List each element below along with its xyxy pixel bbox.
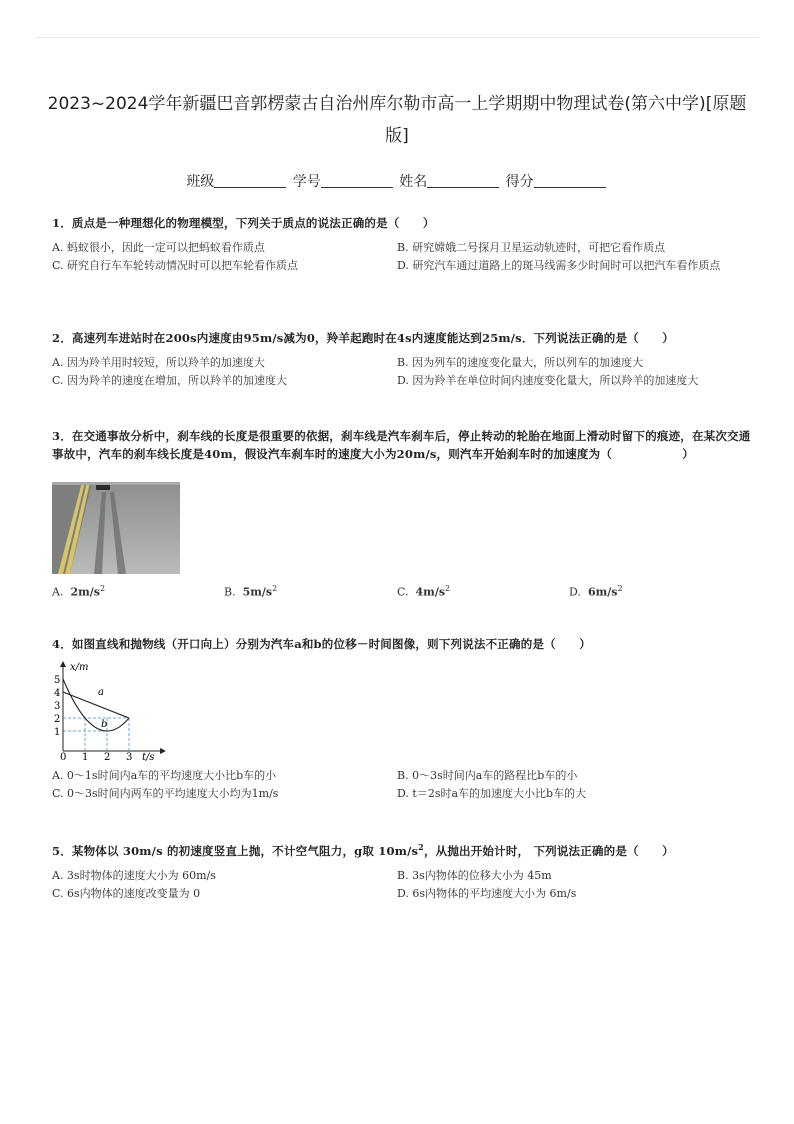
option-d: D. $6m/s^2$ xyxy=(569,584,623,599)
question-2 xyxy=(52,329,754,394)
options xyxy=(52,354,754,394)
y-tick: 3 xyxy=(54,701,61,712)
option-d: D. t＝2s时a车的加速度大小比b车的大 xyxy=(397,787,587,800)
options xyxy=(52,767,752,807)
option-c: C. $4m/s^2$ xyxy=(397,584,451,599)
question-stem: 3．在交通事故分析中，刹车线的长度是很重要的依据，刹车线是汽车刹车后，停止转动的轮胎在地面上滑动时留下的痕迹，在某次交通事故中，汽车的刹车线长度是40m，假设汽车刹车时的速度大小为20m/s，则汽车开始刹车时的加速度为（ ） xyxy=(52,429,751,461)
x-tick: 3 xyxy=(126,752,133,761)
option-a: A. 0～1s时间内a车的平均速度大小比b车的小 xyxy=(52,769,277,782)
y-tick: 4 xyxy=(54,688,61,699)
id-blank xyxy=(321,187,393,188)
option-b: B. 3s内物体的位移大小为 45m xyxy=(397,868,552,882)
option-b: B. 0～3s时间内a车的路程比b车的小 xyxy=(397,769,578,782)
class-label: 班级 xyxy=(186,174,215,190)
option-c: C. 6s内物体的速度改变量为 0 xyxy=(52,886,201,900)
option-d: D. 6s内物体的平均速度大小为 6m/s xyxy=(397,886,577,900)
option-b: B. $5m/s^2$ xyxy=(224,584,278,599)
label-a: a xyxy=(98,687,104,698)
options xyxy=(52,867,754,907)
option-a: A. $2m/s^2$ xyxy=(52,584,106,599)
class-blank xyxy=(214,187,286,188)
question-stem: 1．质点是一种理想化的物理模型，下列关于质点的说法正确的是（ ） xyxy=(52,216,435,230)
line-a xyxy=(63,692,129,718)
label-b: b xyxy=(101,719,108,730)
y-tick: 2 xyxy=(54,714,61,725)
score-blank xyxy=(534,187,606,188)
question-3 xyxy=(52,428,754,599)
option-a: A. 因为羚羊用时较短，所以羚羊的加速度大 xyxy=(52,356,265,369)
options xyxy=(52,239,754,295)
option-c: C. 研究自行车车轮转动情况时可以把车轮看作质点 xyxy=(52,259,299,272)
option-b: B. 因为列车的速度变化量大，所以列车的加速度大 xyxy=(397,356,644,369)
y-axis-arrow xyxy=(60,661,66,667)
score-label: 得分 xyxy=(505,174,534,190)
x-tick: 2 xyxy=(104,752,111,761)
y-tick: 5 xyxy=(54,675,61,686)
question-4 xyxy=(52,635,754,800)
x-tick: 0 xyxy=(60,752,67,761)
name-blank xyxy=(427,187,499,188)
question-stem: 2．高速列车进站时在200s内速度由95m/s减为0，羚羊起跑时在4s内速度能达到25m/s．下列说法正确的是（ ） xyxy=(52,331,674,345)
option-c: C. 0～3s时间内两车的平均速度大小均为1m/s xyxy=(52,787,279,800)
id-label: 学号 xyxy=(292,174,321,190)
page-title: 2023~2024学年新疆巴音郭楞蒙古自治州库尔勒市高一上学期期中物理试卷(第六中学)[原题版] xyxy=(47,94,747,146)
xt-graph xyxy=(52,657,172,765)
option-d: D. 因为羚羊在单位时间内速度变化量大，所以羚羊的加速度大 xyxy=(397,374,699,387)
student-info-line xyxy=(0,171,794,191)
option-a: A. 3s时物体的速度大小为 60m/s xyxy=(52,868,216,882)
header-rule xyxy=(36,37,758,38)
brake-marks-photo xyxy=(52,482,180,574)
question-1 xyxy=(52,214,754,295)
x-tick: 1 xyxy=(82,752,89,761)
options xyxy=(52,580,752,600)
option-c: C. 因为羚羊的速度在增加，所以羚羊的加速度大 xyxy=(52,374,288,387)
name-label: 姓名 xyxy=(399,174,428,190)
option-d: D. 研究汽车通过道路上的斑马线需多少时间时可以把汽车看作质点 xyxy=(397,259,721,272)
y-tick: 1 xyxy=(54,727,61,738)
question-stem: 4．如图直线和抛物线（开口向上）分别为汽车a和b的位移－时间图像，则下列说法不正确的是（ ） xyxy=(52,637,591,651)
question-5 xyxy=(52,838,754,907)
x-axis-label: t/s xyxy=(142,752,155,761)
question-stem: 5．某物体以 30m/s 的初速度竖直上抛，不计空气阻力，g取 $10m/s^2$，从抛出开始计时， 下列说法正确的是（ ） xyxy=(52,842,674,858)
option-b: B. 研究嫦娥二号探月卫星运动轨迹时，可把它看作质点 xyxy=(397,241,666,254)
option-a: A. 蚂蚁很小，因此一定可以把蚂蚁看作质点 xyxy=(52,241,265,254)
y-axis-label: x/m xyxy=(70,662,89,673)
x-axis-arrow xyxy=(160,748,166,754)
